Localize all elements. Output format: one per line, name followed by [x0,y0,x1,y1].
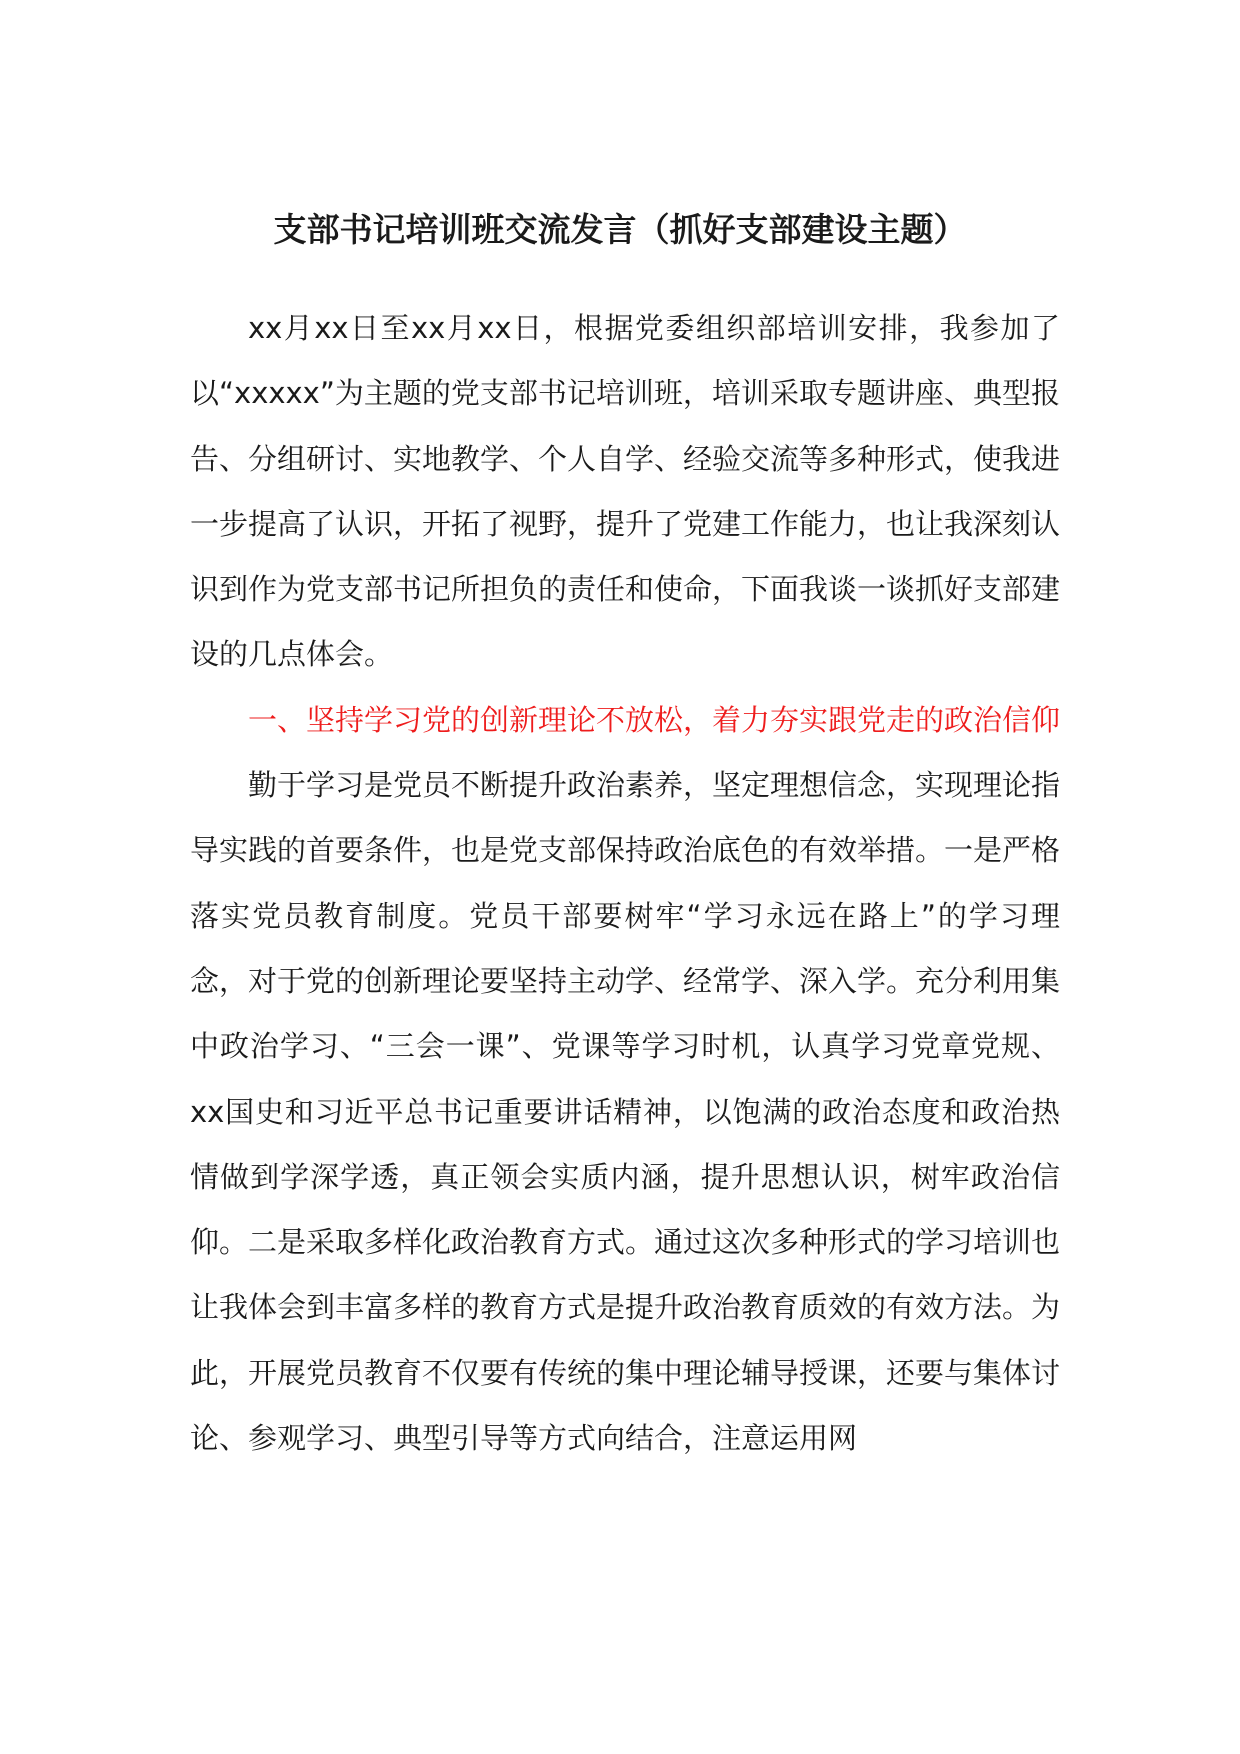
section-1-paragraph: 勤于学习是党员不断提升政治素养，坚定理想信念，实现理论指导实践的首要条件，也是党支部保持政治底色的有效举措。一是严格落实党员教育制度。党员干部要树牢“学习永远在路上”的学习理念，对于党的创新理论要坚持主动学、经常学、深入学。充分利用集中政治学习、“三会一课”、党课等学习时机，认真学习党章党规、xx国史和习近平总书记重要讲话精神，以饱满的政治态度和政治热情做到学深学透，真正领会实质内涵，提升思想认识，树牢政治信仰。二是采取多样化政治教育方式。通过这次多种形式的学习培训也让我体会到丰富多样的教育方式是提升政治教育质效的有效方法。为此，开展党员教育不仅要有传统的集中理论辅导授课，还要与集体讨论、参观学习、典型引导等方式向结合，注意运用网 [190,768,1061,1456]
document-body [190,296,1060,1471]
intro-paragraph: xx月xx日至xx月xx日，根据党委组织部培训安排，我参加了以“xxxxx”为主题的党支部书记培训班，培训采取专题讲座、典型报告、分组研讨、实地教学、个人自学、经验交流等多种形式，使我进一步提高了认识，开拓了视野，提升了党建工作能力，也让我深刻认识到作为党支部书记所担负的责任和使命，下面我谈一谈抓好支部建设的几点体会。 [190,311,1061,672]
document-title: 支部书记培训班交流发言（抓好支部建设主题） [273,210,967,249]
section-heading-1: 一、坚持学习党的创新理论不放松，着力夯实跟党走的政治信仰 [248,702,1061,737]
